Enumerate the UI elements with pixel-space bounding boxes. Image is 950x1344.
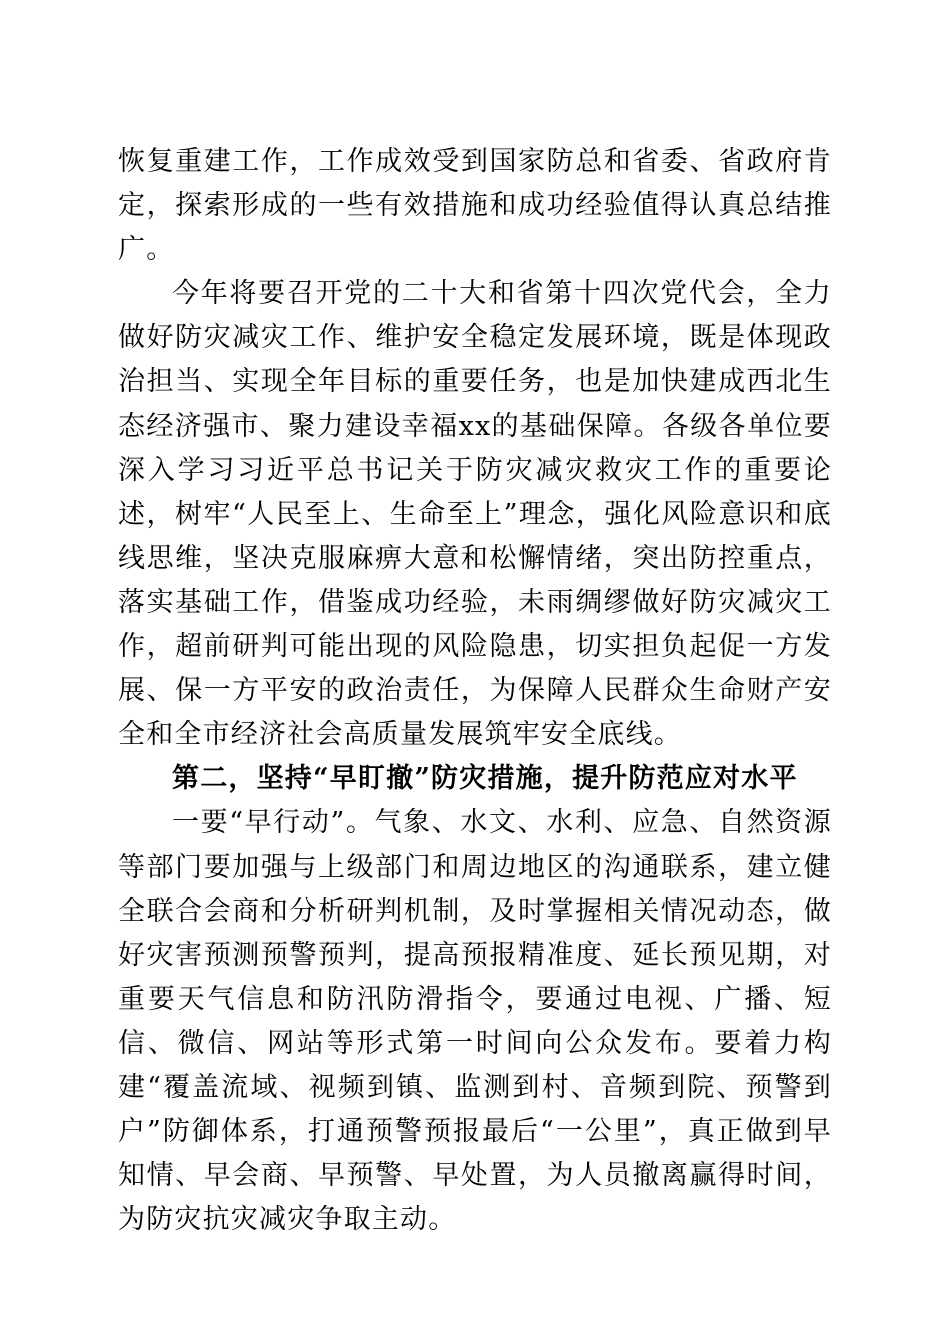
paragraph-early-action: 一要“早行动”。气象、水文、水利、应急、自然资源等部门要加强与上级部门和周边地区的沟通联系，建立健全联合会商和分析研判机制，及时掌握相关情况动态，做好灾害预测预警预判，提高预报精准度、延长预见期，对重要天气信息和防汛防滑指令，要通过电视、广播、短信、微信、网站等形式第一时间向公众发布。要着力构建“覆盖流域、视频到镇、监测到村、音频到院、预警到户”防御体系，打通预警预报最后“一公里”，真正做到早知情、早会商、早预警、早处置，为人员撤离赢得时间，为防灾抗灾减灾争取主动。 xyxy=(118,807,832,1236)
paragraph-continuation: 恢复重建工作，工作成效受到国家防总和省委、省政府肯定，探索形成的一些有效措施和成功经验值得认真总结推广。 xyxy=(118,146,832,266)
document-body xyxy=(118,140,832,1242)
paragraph-meeting-context: 今年将要召开党的二十大和省第十四次党代会，全力做好防灾减灾工作、维护安全稳定发展环境，既是体现政治担当、实现全年目标的重要任务，也是加快建成西北生态经济强市、聚力建设幸福xx的基础保障。各级各单位要深入学习习近平总书记关于防灾减灾救灾工作的重要论述，树牢“人民至上、生命至上”理念，强化风险意识和底线思维，坚决克服麻痹大意和松懈情绪，突出防控重点，落实基础工作，借鉴成功经验，未雨绸缪做好防灾减灾工作，超前研判可能出现的风险隐患，切实担负起促一方发展、保一方平安的政治责任，为保障人民群众生命财产安全和全市经济社会高质量发展筑牢安全底线。 xyxy=(118,278,832,751)
section-heading-second: 第二，坚持“早盯撤”防灾措施，提升防范应对水平 xyxy=(172,763,798,795)
